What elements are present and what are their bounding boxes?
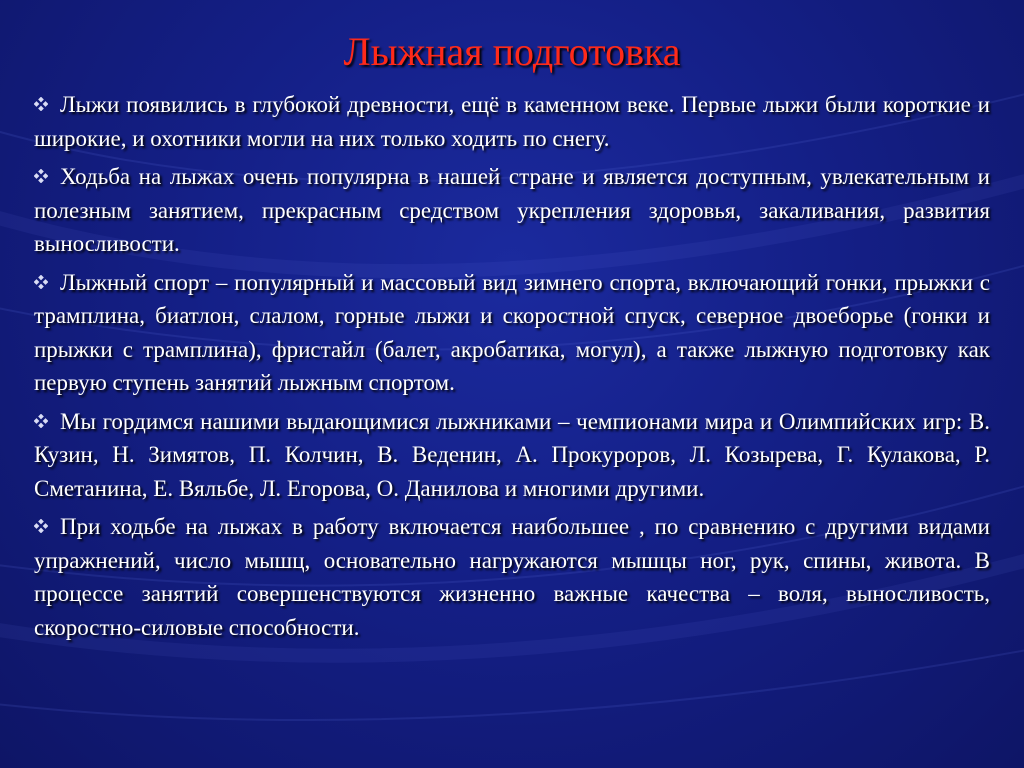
diamond-quad-icon: [34, 169, 48, 183]
bullet-item: [34, 160, 990, 261]
diamond-quad-icon: [34, 97, 48, 111]
diamond-quad-icon: [34, 275, 48, 289]
bullet-item: [34, 510, 990, 644]
slide-title: Лыжная подготовка: [343, 29, 681, 74]
bullet-list: [34, 88, 990, 649]
bullet-item: [34, 266, 990, 400]
bullet-item: [34, 405, 990, 506]
bullet-text: Ходьба на лыжах очень популярна в нашей стране и является доступным, увлекательным и полезным занятием, прекрасным средством укрепления здоровья, закаливания, развития выносливости.: [34, 164, 990, 256]
bullet-text: Мы гордимся нашими выдающимися лыжниками – чемпионами мира и Олимпийских игр: В. Кузин, Н. Зимятов, П. Колчин, В. Веденин, А. Прокуроров, Л. Козырева, Г. Кулакова, Р. Сметанина, Е. Вяльбе, Л. Егорова, О. Данилова и многими другими.: [34, 408, 990, 501]
bullet-text: При ходьбе на лыжах в работу включается наибольшее , по сравнению с другими видами упражнений, число мышц, основательно нагружаются мышцы ног, рук, спины, живота. В процессе занятий совершенствуются жизненно важные качества – воля, выносливость, скоростно-силовые способности.: [34, 514, 990, 640]
bullet-item: [34, 88, 990, 155]
bullet-text: Лыжный спорт – популярный и массовый вид зимнего спорта, включающий гонки, прыжки с трамплина, биатлон, слалом, горные лыжи и скоростной спуск, северное двоеборье (гонки и прыжки с трамплина), фристайл (балет, акробатика, могул), а также лыжную подготовку как первую ступень занятий лыжным спортом.: [34, 269, 990, 395]
diamond-quad-icon: [34, 414, 48, 428]
diamond-quad-icon: [34, 519, 48, 533]
bullet-text: Лыжи появились в глубокой древности, ещё в каменном веке. Первые лыжи были короткие и широкие, и охотники могли на них только ходить по снегу.: [34, 92, 990, 151]
